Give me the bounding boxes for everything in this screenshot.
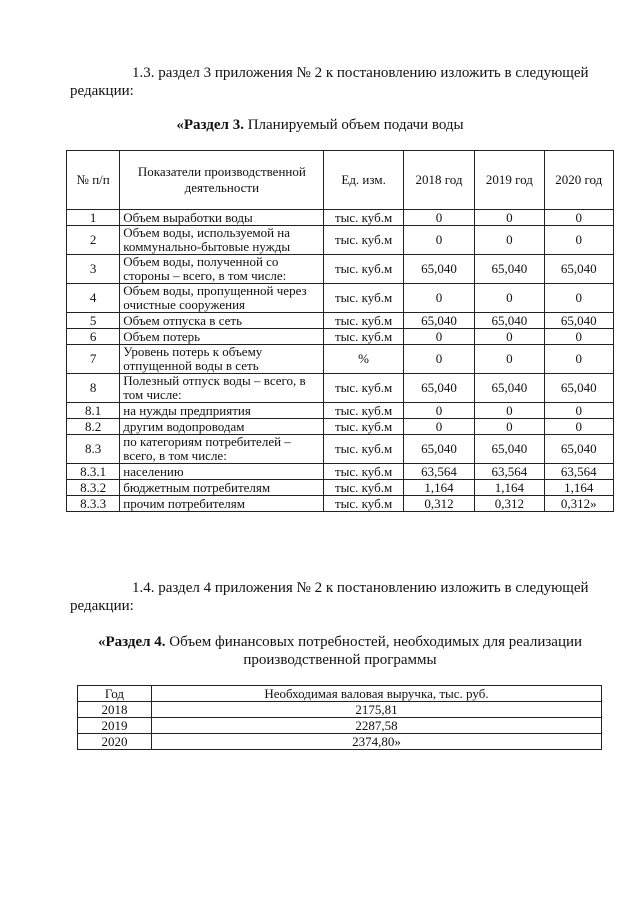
row-2020-cell: 0 [544, 345, 613, 374]
col-header-number: № п/п [67, 151, 120, 210]
row-number-cell: 8.3.1 [67, 464, 120, 480]
section3-title [0, 117, 640, 134]
row-unit-cell: тыс. куб.м [324, 435, 403, 464]
row-unit-cell: тыс. куб.м [324, 464, 403, 480]
row-2020-cell: 65,040 [544, 313, 613, 329]
row-name-cell: Объем выработки воды [120, 210, 324, 226]
row-2018-cell: 63,564 [403, 464, 474, 480]
row-2018-cell: 0 [403, 329, 474, 345]
row-name-cell: Объем отпуска в сеть [120, 313, 324, 329]
row-2018-cell: 0,312 [403, 496, 474, 512]
row-name-cell: Объем воды, используемой на коммунально-бытовые нужды [120, 226, 324, 255]
row-unit-cell: тыс. куб.м [324, 284, 403, 313]
col-header-2019: 2019 год [475, 151, 544, 210]
row-2018-cell: 0 [403, 226, 474, 255]
row-year-cell: 2019 [78, 718, 152, 734]
section4-title-rest: Объем финансовых потребностей, необходимых для реализации производственной программы [165, 634, 583, 668]
row-year-cell: 2018 [78, 702, 152, 718]
row-name-cell: Объем воды, пропущенной через очистные сооружения [120, 284, 324, 313]
row-2019-cell: 65,040 [475, 374, 544, 403]
row-number-cell: 2 [67, 226, 120, 255]
row-name-cell: Объем воды, полученной со стороны – всего, в том числе: [120, 255, 324, 284]
section3-intro: 1.3. раздел 3 приложения № 2 к постановлению изложить в следующей редакции: [70, 65, 589, 99]
row-2018-cell: 0 [403, 284, 474, 313]
row-revenue-cell: 2287,58 [151, 718, 601, 734]
table-row [78, 718, 602, 734]
row-2020-cell: 0 [544, 419, 613, 435]
row-name-cell: Полезный отпуск воды – всего, в том числе: [120, 374, 324, 403]
row-2019-cell: 0 [475, 419, 544, 435]
row-number-cell: 8.1 [67, 403, 120, 419]
row-unit-cell: тыс. куб.м [324, 313, 403, 329]
table-row [67, 284, 614, 313]
financial-needs-table [77, 685, 602, 750]
row-year-cell: 2020 [78, 734, 152, 750]
row-unit-cell: тыс. куб.м [324, 496, 403, 512]
col-header-year: Год [78, 686, 152, 702]
table-row [67, 480, 614, 496]
row-name-cell: бюджетным потребителям [120, 480, 324, 496]
row-unit-cell: тыс. куб.м [324, 419, 403, 435]
row-2020-cell: 0 [544, 329, 613, 345]
row-unit-cell: % [324, 345, 403, 374]
table-row [67, 255, 614, 284]
row-2018-cell: 0 [403, 345, 474, 374]
row-2020-cell: 0 [544, 284, 613, 313]
row-2019-cell: 65,040 [475, 435, 544, 464]
row-2019-cell: 63,564 [475, 464, 544, 480]
table-row [67, 419, 614, 435]
row-revenue-cell: 2175,81 [151, 702, 601, 718]
table-row [67, 464, 614, 480]
col-header-2020: 2020 год [544, 151, 613, 210]
table-row [78, 734, 602, 750]
row-2018-cell: 0 [403, 210, 474, 226]
row-2019-cell: 0 [475, 345, 544, 374]
col-header-indicator: Показатели производственной деятельности [120, 151, 324, 210]
row-2018-cell: 0 [403, 403, 474, 419]
row-number-cell: 7 [67, 345, 120, 374]
col-header-2018: 2018 год [403, 151, 474, 210]
row-2020-cell: 0 [544, 210, 613, 226]
row-2020-cell: 0 [544, 226, 613, 255]
row-unit-cell: тыс. куб.м [324, 226, 403, 255]
row-number-cell: 8.3.2 [67, 480, 120, 496]
row-2019-cell: 65,040 [475, 255, 544, 284]
row-2018-cell: 65,040 [403, 435, 474, 464]
row-name-cell: Объем потерь [120, 329, 324, 345]
row-unit-cell: тыс. куб.м [324, 403, 403, 419]
table-row [67, 345, 614, 374]
table-row [67, 226, 614, 255]
row-2019-cell: 65,040 [475, 313, 544, 329]
row-unit-cell: тыс. куб.м [324, 255, 403, 284]
row-name-cell: на нужды предприятия [120, 403, 324, 419]
row-number-cell: 5 [67, 313, 120, 329]
row-2020-cell: 65,040 [544, 374, 613, 403]
row-number-cell: 6 [67, 329, 120, 345]
row-2018-cell: 65,040 [403, 313, 474, 329]
row-2019-cell: 0 [475, 403, 544, 419]
row-name-cell: Уровень потерь к объему отпущенной воды в сеть [120, 345, 324, 374]
table-row [67, 496, 614, 512]
row-2020-cell: 1,164 [544, 480, 613, 496]
row-number-cell: 8.3 [67, 435, 120, 464]
row-number-cell: 1 [67, 210, 120, 226]
col-header-unit: Ед. изм. [324, 151, 403, 210]
row-2018-cell: 1,164 [403, 480, 474, 496]
row-unit-cell: тыс. куб.м [324, 329, 403, 345]
row-2019-cell: 0 [475, 210, 544, 226]
row-unit-cell: тыс. куб.м [324, 374, 403, 403]
row-2019-cell: 1,164 [475, 480, 544, 496]
row-revenue-cell: 2374,80» [151, 734, 601, 750]
table-row [67, 374, 614, 403]
table-row [67, 403, 614, 419]
row-2020-cell: 63,564 [544, 464, 613, 480]
row-2018-cell: 0 [403, 419, 474, 435]
row-2019-cell: 0 [475, 329, 544, 345]
row-number-cell: 8 [67, 374, 120, 403]
table-row [78, 702, 602, 718]
section3-title-rest: Планируемый объем подачи воды [243, 117, 464, 133]
row-2018-cell: 65,040 [403, 374, 474, 403]
row-name-cell: прочим потребителям [120, 496, 324, 512]
row-number-cell: 8.3.3 [67, 496, 120, 512]
row-number-cell: 8.2 [67, 419, 120, 435]
row-2020-cell: 65,040 [544, 255, 613, 284]
row-2019-cell: 0 [475, 226, 544, 255]
row-number-cell: 3 [67, 255, 120, 284]
row-unit-cell: тыс. куб.м [324, 210, 403, 226]
row-2019-cell: 0,312 [475, 496, 544, 512]
water-volume-table [66, 150, 614, 512]
row-name-cell: другим водопроводам [120, 419, 324, 435]
table-row [67, 313, 614, 329]
col-header-revenue: Необходимая валовая выручка, тыс. руб. [151, 686, 601, 702]
table-row [67, 329, 614, 345]
table-row [67, 435, 614, 464]
row-name-cell: по категориям потребителей – всего, в том числе: [120, 435, 324, 464]
row-2020-cell: 0,312» [544, 496, 613, 512]
row-number-cell: 4 [67, 284, 120, 313]
table-row [67, 210, 614, 226]
section4-intro: 1.4. раздел 4 приложения № 2 к постановлению изложить в следующей редакции: [70, 580, 589, 614]
section3-title-bold: «Раздел 3. [176, 117, 244, 133]
row-2020-cell: 65,040 [544, 435, 613, 464]
section4-title [80, 633, 600, 669]
row-2020-cell: 0 [544, 403, 613, 419]
row-unit-cell: тыс. куб.м [324, 480, 403, 496]
section4-title-bold: «Раздел 4. [97, 634, 166, 650]
row-2019-cell: 0 [475, 284, 544, 313]
row-name-cell: населению [120, 464, 324, 480]
row-2018-cell: 65,040 [403, 255, 474, 284]
